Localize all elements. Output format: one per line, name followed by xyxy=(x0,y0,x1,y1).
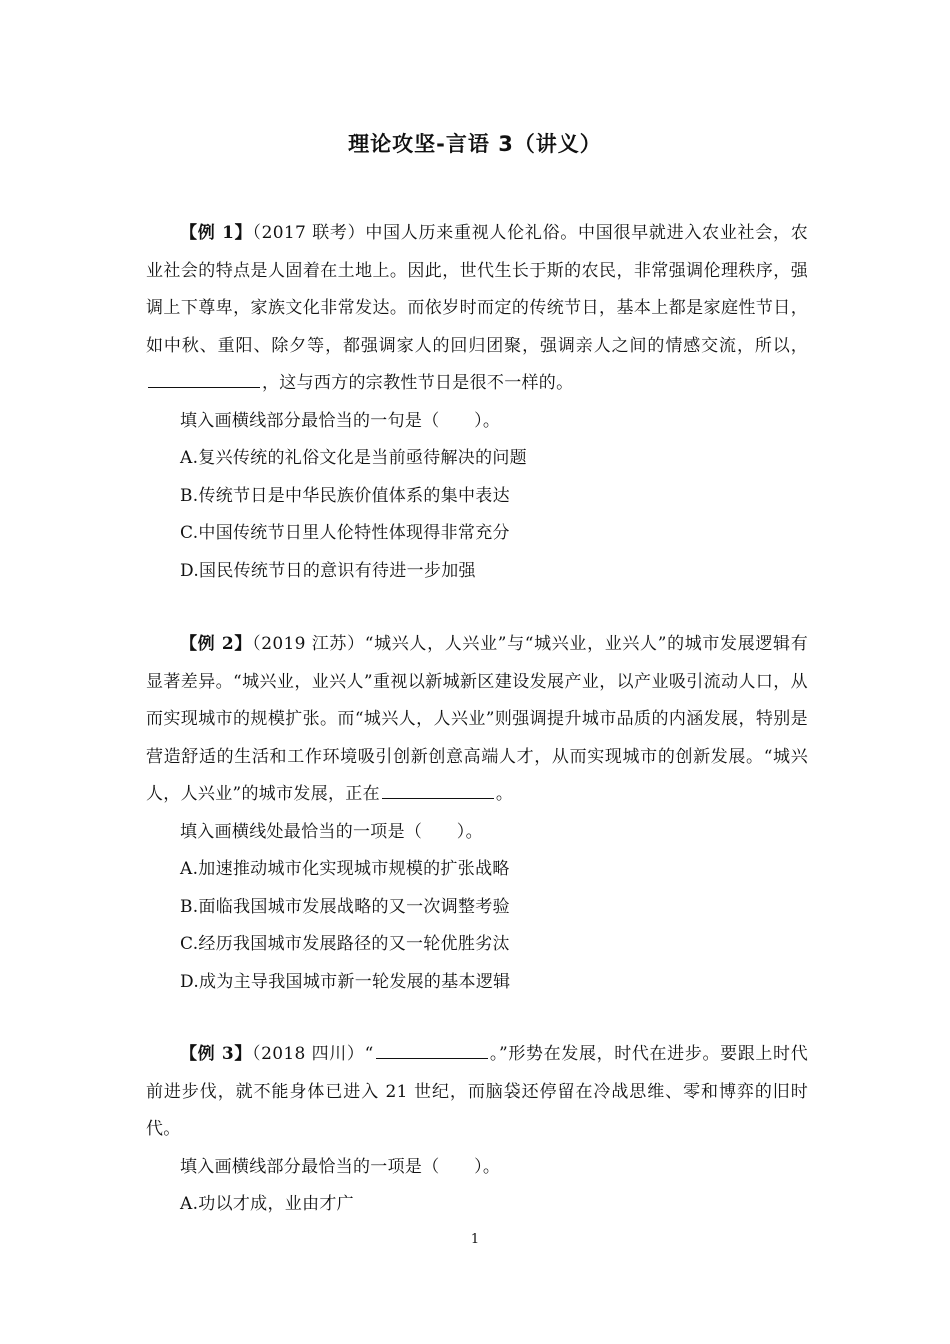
example-1-option-d: D.国民传统节日的意识有待进一步加强 xyxy=(180,560,476,581)
example-1-text-before: 中国人历来重视人伦礼俗。中国很早就进入农业社会，农业社会的特点是人固着在土地上。因此，世代生长于斯的农民，非常强调伦理秩序，强调上下尊卑，家族文化非常发达。而依岁时而定的传统节日，基本上都是家庭性节日，如中秋、重阳、除夕等，都强调家人的回归团聚，强调亲人之间的情感交流，所以， xyxy=(146,223,809,356)
example-3-option-a: A.功以才成，业由才广 xyxy=(180,1194,354,1214)
example-1-blank xyxy=(148,369,260,388)
example-1-option-b: B.传统节日是中华民族价值体系的集中表达 xyxy=(180,485,510,506)
page-title: 理论攻坚-言语 3（讲义） xyxy=(348,132,602,156)
example-1-question: 填入画横线部分最恰当的一句是（ ）。 xyxy=(180,410,501,431)
example-1-stem xyxy=(146,215,808,403)
example-2-option-a: A.加速推动城市化实现城市规模的扩张战略 xyxy=(180,859,510,879)
example-3-text-before: “ xyxy=(364,1044,374,1064)
example-1 xyxy=(146,215,808,590)
example-2-source: （2019 江苏） xyxy=(252,634,365,654)
example-3-source: （2018 四川） xyxy=(251,1044,365,1064)
example-2-label: 【例 2】 xyxy=(180,634,253,654)
example-1-option-a: A.复兴传统的礼俗文化是当前亟待解决的问题 xyxy=(180,448,527,468)
example-2 xyxy=(146,626,808,1001)
example-2-option-b: B.面临我国城市发展战略的又一次调整考验 xyxy=(180,896,510,917)
example-2-option-d: D.成为主导我国城市新一轮发展的基本逻辑 xyxy=(180,971,511,992)
example-1-option-c: C.中国传统节日里人伦特性体现得非常充分 xyxy=(180,523,510,543)
example-3-label: 【例 3】 xyxy=(180,1044,252,1064)
example-2-text-before: “城兴人，人兴业”与“城兴业，业兴人”的城市发展逻辑有显著差异。“城兴业，业兴人”重视以新城新区建设发展产业，以产业吸引流动人口，从而实现城市的规模扩张。而“城兴人，人兴业”则强调提升城市品质的内涵发展，特别是营造舒适的生活和工作环境吸引创新创意高端人才，从而实现城市的创新发展。“城兴人，人兴业”的城市发展，正在 xyxy=(146,634,809,804)
example-1-text-after: ，这与西方的宗教性节日是很不一样的。 xyxy=(262,373,574,393)
example-2-text-after: 。 xyxy=(495,784,514,804)
example-1-source: （2017 联考） xyxy=(252,223,366,243)
page-number: 1 xyxy=(470,1232,480,1247)
example-2-option-c: C.经历我国城市发展路径的又一轮优胜劣汰 xyxy=(180,934,510,954)
example-1-label: 【例 1】 xyxy=(180,223,253,243)
example-3-question: 填入画横线部分最恰当的一项是（ ）。 xyxy=(180,1156,501,1177)
example-3-stem xyxy=(146,1036,808,1149)
example-3 xyxy=(146,1036,808,1224)
example-2-question: 填入画横线处最恰当的一项是（ ）。 xyxy=(180,821,483,842)
example-3-blank xyxy=(376,1040,488,1059)
example-3-text-after: 。”形势在发展，时代在进步。要跟上时代前进步伐，就不能身体已进入 21 世纪，而脑袋还停留在冷战思维、零和博弈的旧时代。 xyxy=(146,1044,808,1139)
example-2-blank xyxy=(382,780,494,799)
example-2-stem xyxy=(146,626,808,814)
